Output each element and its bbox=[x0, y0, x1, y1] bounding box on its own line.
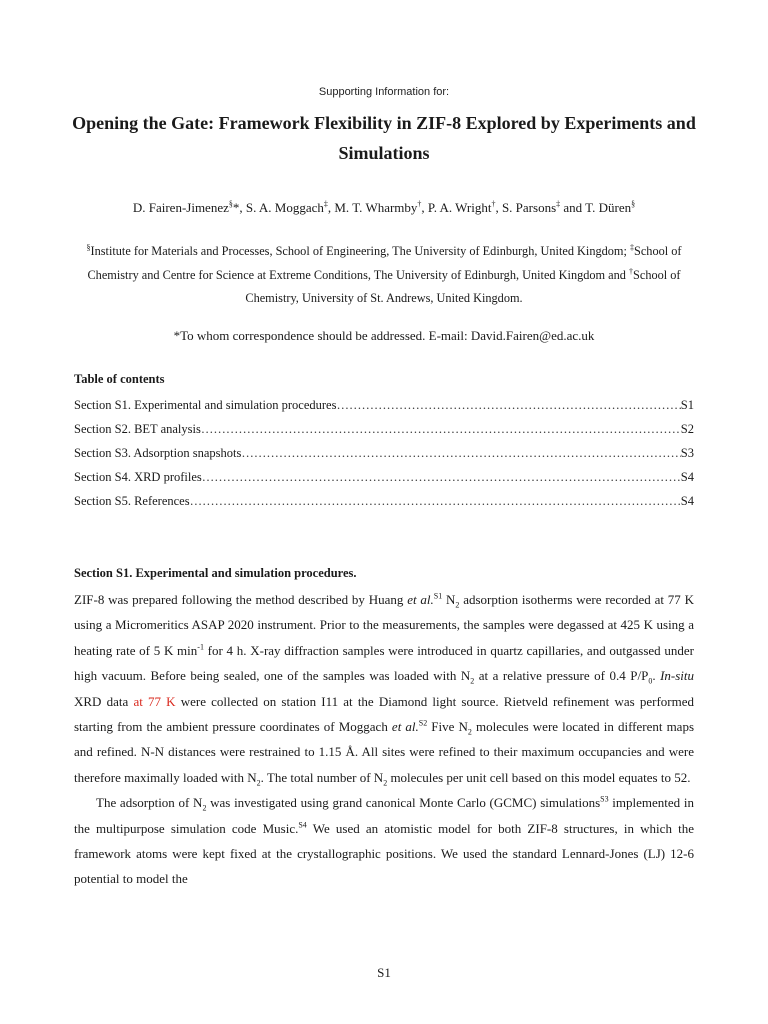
toc-leader-dots bbox=[202, 465, 681, 489]
toc-item-page: S4 bbox=[680, 470, 694, 484]
text-run: molecules per unit cell based on this model equates to 52. bbox=[387, 769, 691, 785]
subscript: 0 bbox=[648, 676, 653, 686]
text-run: was investigated using grand canonical Monte Carlo (GCMC) simulations bbox=[206, 795, 601, 811]
text-run: . The total number of N bbox=[260, 769, 384, 785]
affiliation-mark: ‡ bbox=[556, 199, 561, 209]
toc-item[interactable] bbox=[74, 393, 694, 417]
text-run: XRD data bbox=[74, 693, 134, 709]
toc-item-page: S1 bbox=[680, 398, 694, 412]
correspondence-line: *To whom correspondence should be addressed. E-mail: David.Fairen@ed.ac.uk bbox=[173, 328, 595, 343]
paper-title: Opening the Gate: Framework Flexibility in ZIF-8 Explored by Experiments and Simulations bbox=[72, 113, 696, 163]
text-run: implemented in the multipurpose simulation code Music. bbox=[74, 795, 694, 836]
text-run: were collected on station I11 at the Diamond light source. Rietveld refinement was performed starting from the ambient pressure coordinates of Moggach bbox=[74, 693, 694, 735]
paragraph bbox=[74, 790, 694, 892]
text-run: for 4 h. X-ray diffraction samples were introduced in quartz capillaries, and outgassed under high vacuum. Before being sealed, one of the samples was loaded with N bbox=[74, 642, 694, 684]
citation-ref: S2 bbox=[418, 718, 428, 728]
toc-item-page: S3 bbox=[680, 446, 694, 460]
affiliation-mark: ‡ bbox=[630, 242, 634, 252]
affiliation-mark: † bbox=[417, 199, 422, 209]
citation-ref: S3 bbox=[600, 794, 609, 804]
supporting-info-label: Supporting Information for: bbox=[318, 86, 450, 98]
toc-leader-dots bbox=[241, 441, 680, 465]
affiliation-mark: ‡ bbox=[323, 199, 328, 209]
text-run: et al. bbox=[391, 719, 419, 735]
text-run: In-situ bbox=[660, 668, 695, 684]
affiliation-mark: § bbox=[631, 199, 636, 209]
affiliation-text: Institute for Materials and Processes, School of Engineering, The University of Edinburgh, United Kingdom; bbox=[90, 244, 630, 258]
text-run: et al. bbox=[407, 592, 434, 607]
toc-item-page: S4 bbox=[680, 494, 694, 508]
affiliation-mark: § bbox=[228, 199, 233, 209]
highlighted-text: at 77 K bbox=[133, 693, 176, 709]
paragraph bbox=[74, 587, 694, 790]
toc-item[interactable] bbox=[74, 417, 694, 441]
subscript: 2 bbox=[202, 803, 207, 813]
section-body bbox=[74, 587, 694, 892]
text-run: We used an atomistic model for both ZIF-8 structures, in which the framework atoms were kept fixed at the crystallographic positions. We used the standard Lennard-Jones (LJ) 12-6 potential to model the bbox=[74, 820, 694, 887]
toc-item-label: Section S3. Adsorption snapshots bbox=[74, 446, 242, 460]
toc-item-page: S2 bbox=[680, 422, 694, 436]
affiliation-mark: † bbox=[629, 266, 634, 276]
citation-ref: S1 bbox=[433, 591, 443, 601]
affiliations bbox=[70, 240, 698, 311]
corresponding-mark: *, bbox=[232, 200, 246, 215]
affiliation-text: School of Chemistry, University of St. Andrews, United Kingdom. bbox=[245, 267, 681, 305]
author-name: , M. T. Wharmby bbox=[327, 200, 418, 215]
text-run: N bbox=[442, 592, 456, 607]
author-name: , P. A. Wright bbox=[421, 200, 492, 215]
subscript: 2 bbox=[470, 676, 475, 686]
toc-heading: Table of contents bbox=[74, 372, 165, 386]
text-run: The adsorption of N bbox=[96, 795, 203, 811]
toc-item[interactable] bbox=[74, 489, 694, 513]
citation-ref: S4 bbox=[298, 820, 307, 830]
superscript: -1 bbox=[197, 642, 204, 652]
author-name: D. Fairen-Jimenez bbox=[132, 200, 229, 215]
text-run: . bbox=[652, 668, 661, 684]
toc-leader-dots bbox=[336, 393, 680, 417]
toc-item-label: Section S5. References bbox=[74, 494, 190, 508]
text-run: adsorption isotherms were recorded at 77 K using a Micromeritics ASAP 2020 instrument. Prior to the measurements, the samples were degassed at 425 K using a heating rate of 5 K min bbox=[74, 592, 694, 658]
affiliation-mark: § bbox=[86, 242, 91, 252]
text-run: at a relative pressure of 0.4 P/P bbox=[474, 668, 649, 684]
toc-item[interactable] bbox=[74, 465, 694, 489]
toc-item-label: Section S2. BET analysis bbox=[74, 422, 201, 436]
toc-item-label: Section S4. XRD profiles bbox=[74, 470, 202, 484]
toc-item-label: Section S1. Experimental and simulation procedures bbox=[74, 398, 337, 412]
page-number: S1 bbox=[377, 965, 391, 980]
text-run: ZIF-8 was prepared following the method described by Huang bbox=[74, 592, 408, 607]
author-list bbox=[20, 200, 748, 216]
affiliation-mark: † bbox=[491, 199, 496, 209]
text-run: molecules were located in different maps and refined. N-N distances were restrained to 1.15 Å. All sites were refined to their maximum occupancies and were therefore maximally loaded with N bbox=[74, 719, 695, 785]
affiliation-text: School of Chemistry and Centre for Science at Extreme Conditions, The University of Edinburgh, United Kingdom and bbox=[87, 244, 682, 282]
author-name: , S. Parsons bbox=[495, 200, 557, 215]
subscript: 2 bbox=[383, 778, 388, 788]
subscript: 2 bbox=[455, 600, 460, 610]
toc-item[interactable] bbox=[74, 441, 694, 465]
toc-leader-dots bbox=[190, 489, 681, 513]
text-run: Five N bbox=[427, 719, 468, 735]
section-heading: Section S1. Experimental and simulation procedures. bbox=[74, 566, 357, 580]
author-name: and T. Düren bbox=[560, 200, 632, 215]
subscript: 2 bbox=[467, 727, 472, 737]
author-name: S. A. Moggach bbox=[245, 200, 324, 215]
subscript: 2 bbox=[256, 778, 261, 788]
toc-leader-dots bbox=[201, 417, 681, 441]
table-of-contents bbox=[74, 393, 694, 513]
